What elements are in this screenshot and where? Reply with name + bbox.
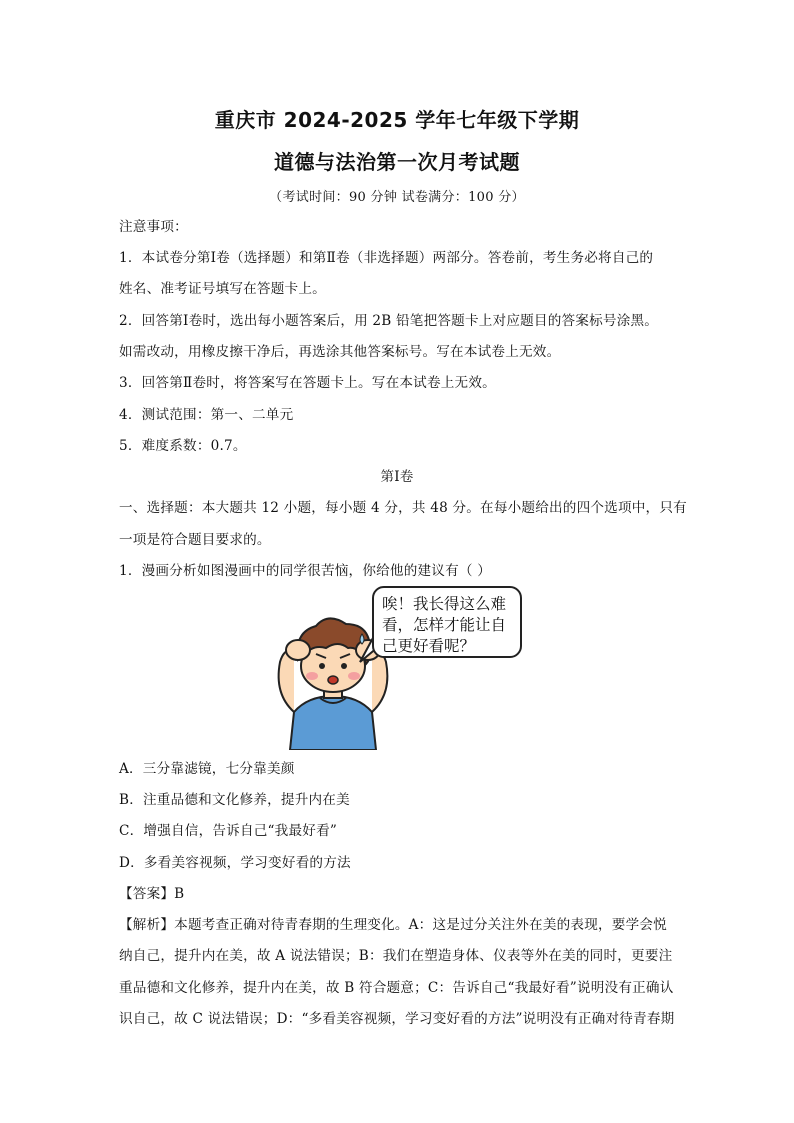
volume-label: 第Ⅰ卷 <box>380 469 414 485</box>
question-1-analysis-line2: 纳自己，提升内在美，故 A 说法错误；B：我们在塑造身体、仪表等外在美的同时，更要注 <box>119 948 673 964</box>
notes-heading: 注意事项： <box>119 219 188 235</box>
question-1-option-c: C．增强自信，告诉自己“我最好看” <box>119 823 338 839</box>
speech-bubble <box>372 586 522 658</box>
exam-title-line1: 重庆市 2024-2025 学年七年级下学期 <box>214 108 580 132</box>
question-1-analysis-line1: 【解析】本题考查正确对待青春期的生理变化。A：这是过分关注外在美的表现，要学会悦 <box>119 917 667 933</box>
question-1-option-b: B．注重品德和文化修养，提升内在美 <box>119 792 350 808</box>
note-item-2-line2: 如需改动，用橡皮擦干净后，再选涂其他答案标号。写在本试卷上无效。 <box>119 344 561 360</box>
note-item-1-line1: 1．本试卷分第Ⅰ卷（选择题）和第Ⅱ卷（非选择题）两部分。答卷前，考生务必将自己的 <box>119 250 654 266</box>
speech-bubble-line3: 己更好看呢？ <box>382 637 476 655</box>
section-instructions-line1: 一、选择题：本大题共 12 小题，每小题 4 分，共 48 分。在每小题给出的四个选项中，只有 <box>119 500 687 516</box>
note-item-5: 5．难度系数：0.7。 <box>119 438 247 454</box>
note-item-4: 4．测试范围：第一、二单元 <box>119 407 294 423</box>
question-1-answer: 【答案】B <box>119 886 185 902</box>
speech-bubble-line1: 唉！我长得这么难 <box>382 595 507 613</box>
question-1-option-a: A．三分靠滤镜，七分靠美颜 <box>119 761 295 777</box>
question-1-analysis-line3: 重品德和文化修养，提升内在美，故 B 符合题意；C：告诉自己“我最好看”说明没有正确认 <box>119 980 674 996</box>
section-instructions-line2: 一项是符合题目要求的。 <box>119 532 271 548</box>
note-item-2-line1: 2．回答第Ⅰ卷时，选出每小题答案后，用 2B 铅笔把答题卡上对应题目的答案标号涂黑。 <box>119 313 659 329</box>
comic-illustration <box>268 584 528 750</box>
question-1-option-d: D．多看美容视频，学习变好看的方法 <box>119 855 351 871</box>
note-item-1-line2: 姓名、准考证号填写在答题卡上。 <box>119 281 326 297</box>
exam-info: （考试时间：90 分钟 试卷满分：100 分） <box>269 190 525 205</box>
exam-title-line2: 道德与法治第一次月考试题 <box>274 150 520 174</box>
question-1-stem: 1．漫画分析如图漫画中的同学很苦恼，你给他的建议有（ ） <box>119 563 492 579</box>
note-item-3: 3．回答第Ⅱ卷时，将答案写在答题卡上。写在本试卷上无效。 <box>119 375 496 391</box>
question-1-analysis-line4: 识自己，故 C 说法错误；D：“多看美容视频，学习变好看的方法”说明没有正确对待青春期 <box>119 1011 675 1027</box>
speech-bubble-line2: 看，怎样才能让自 <box>382 616 507 634</box>
